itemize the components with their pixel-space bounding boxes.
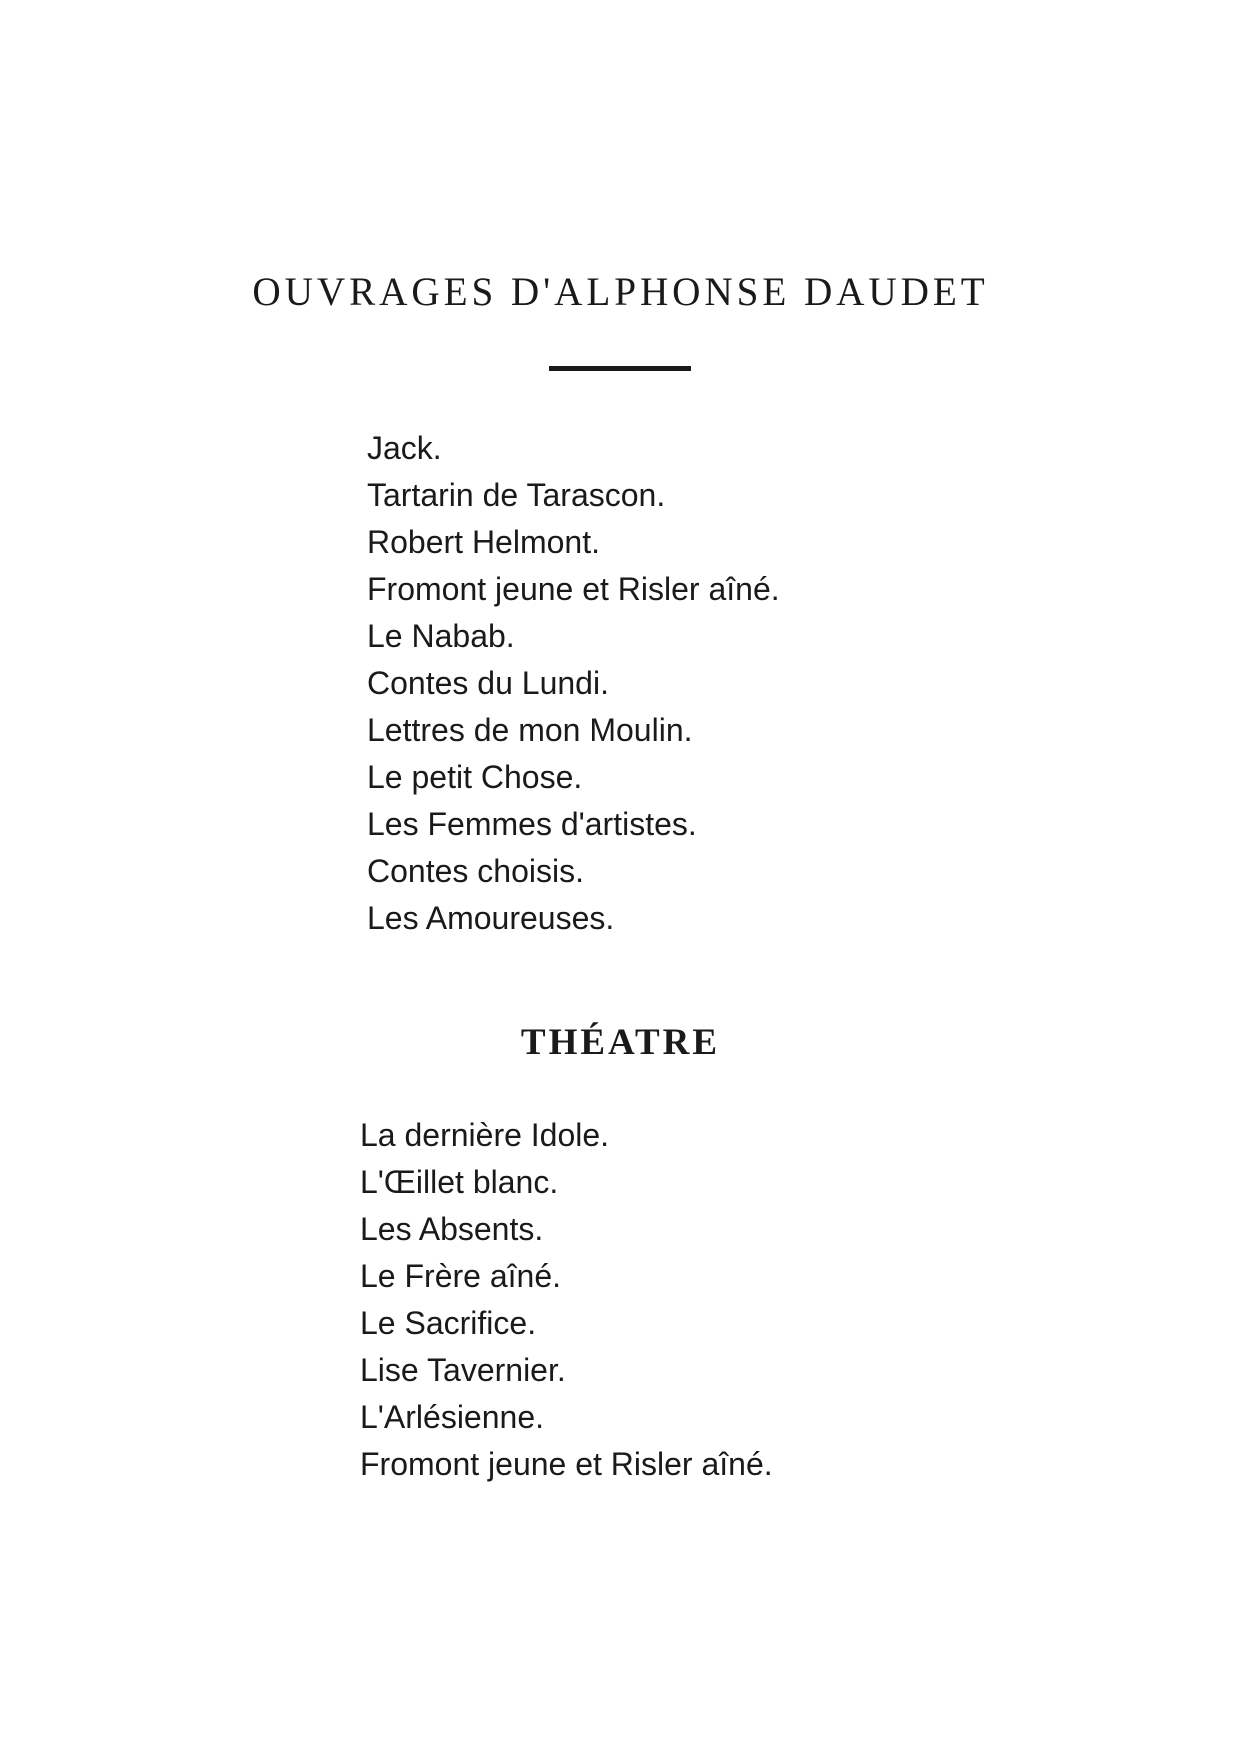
theatre-item: Le Frère aîné. (360, 1258, 561, 1294)
work-item: Les Amoureuses. (367, 900, 615, 936)
theatre-item: L'Arlésienne. (360, 1399, 544, 1435)
work-item: Lettres de mon Moulin. (367, 712, 693, 748)
theatre-heading: THÉATRE (520, 1022, 721, 1063)
theatre-item: Le Sacrifice. (360, 1305, 537, 1341)
theatre-list (360, 1112, 773, 1488)
theatre-item: La dernière Idole. (360, 1117, 610, 1153)
work-item: Contes du Lundi. (367, 665, 609, 701)
work-item: Fromont jeune et Risler aîné. (367, 571, 780, 607)
work-item: Le Nabab. (367, 618, 515, 654)
theatre-item: L'Œillet blanc. (360, 1164, 559, 1200)
theatre-item: Les Absents. (360, 1211, 544, 1247)
page-title: OUVRAGES D'ALPHONSE DAUDET (252, 269, 989, 314)
work-item: Robert Helmont. (367, 524, 600, 560)
work-item: Les Femmes d'artistes. (367, 806, 697, 842)
work-item: Jack. (367, 430, 442, 466)
title-rule (549, 366, 691, 371)
work-item: Contes choisis. (367, 853, 584, 889)
work-item: Le petit Chose. (367, 759, 583, 795)
works-list (367, 425, 780, 942)
work-item: Tartarin de Tarascon. (367, 477, 666, 513)
theatre-item: Lise Tavernier. (360, 1352, 566, 1388)
theatre-item: Fromont jeune et Risler aîné. (360, 1446, 773, 1482)
